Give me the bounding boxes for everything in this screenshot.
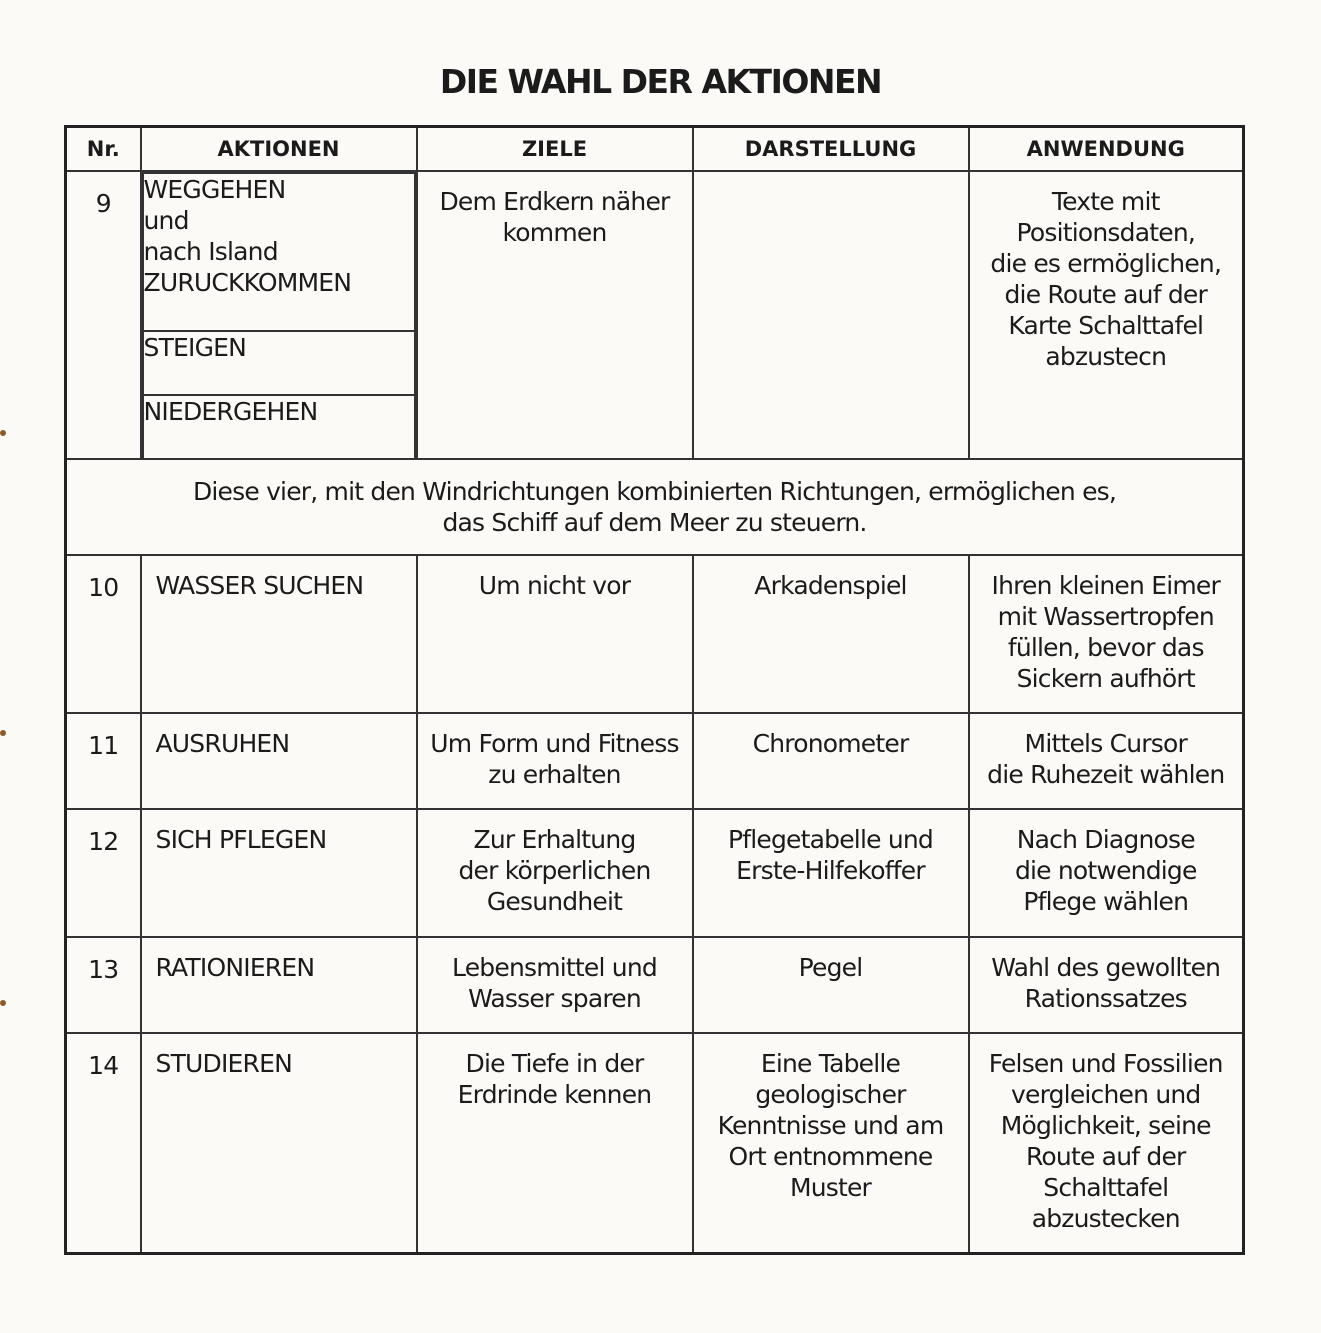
row-number: 14 xyxy=(66,1033,141,1254)
anwendung-text: Möglichkeit, seine xyxy=(1000,1111,1211,1140)
action-niedergehen: NIEDERGEHEN xyxy=(143,395,415,458)
anwendung-text: Positionsdaten, xyxy=(1016,218,1196,247)
note-row xyxy=(66,459,1244,555)
anwendung-text: Route auf der xyxy=(1025,1142,1186,1171)
ziele-cell: Um nicht vor xyxy=(417,555,693,713)
anwendung-text: Rationssatzes xyxy=(1024,984,1187,1013)
anwendung-text: Sickern aufhört xyxy=(1016,664,1195,693)
anwendung-text: die Route auf der xyxy=(1004,280,1207,309)
ziele-text: Um Form und Fitness xyxy=(430,729,679,758)
darstellung-cell: Chronometer xyxy=(693,713,969,809)
row-number: 10 xyxy=(66,555,141,713)
anwendung-text: Felsen und Fossilien xyxy=(988,1049,1223,1078)
anwendung-text: Ihren kleinen Eimer xyxy=(991,571,1220,600)
ziele-text: Erdrinde kennen xyxy=(457,1080,652,1109)
table-row xyxy=(66,713,1244,809)
anwendung-text: Nach Diagnose xyxy=(1016,825,1195,854)
header-row xyxy=(66,127,1244,172)
page-title: DIE WAHL DER AKTIONEN xyxy=(439,62,882,101)
row-number: 12 xyxy=(66,809,141,937)
action-steigen: STEIGEN xyxy=(143,331,415,395)
darstellung-cell: Arkadenspiel xyxy=(693,555,969,713)
action-cell: STUDIEREN xyxy=(141,1033,417,1254)
anwendung-text: mit Wassertropfen xyxy=(997,602,1214,631)
anwendung-text: Pflege wählen xyxy=(1023,887,1189,916)
action-cell: WASSER SUCHEN xyxy=(141,555,417,713)
table-row xyxy=(66,937,1244,1033)
table-row xyxy=(66,1033,1244,1254)
actions-table xyxy=(64,125,1245,1255)
anwendung-cell xyxy=(969,937,1244,1033)
darstellung-text: Ort entnommene xyxy=(728,1142,933,1171)
action-text: nach Island xyxy=(143,237,278,266)
ziele-text: Gesundheit xyxy=(486,887,623,916)
ziele-cell xyxy=(417,809,693,937)
action-cell xyxy=(141,171,417,459)
darstellung-cell xyxy=(693,1033,969,1254)
ziele-text: Zur Erhaltung xyxy=(473,825,636,854)
anwendung-text: Schalttafel xyxy=(1043,1173,1169,1202)
anwendung-text: abzustecn xyxy=(1045,342,1167,371)
ziele-text: der körperlichen xyxy=(458,856,651,885)
anwendung-text: füllen, bevor das xyxy=(1007,633,1204,662)
ziele-text: kommen xyxy=(502,218,607,247)
darstellung-text: Muster xyxy=(789,1173,872,1202)
ziele-cell xyxy=(417,171,693,459)
action-text: ZURUCKKOMMEN xyxy=(143,268,352,297)
binding-mark xyxy=(0,1000,6,1006)
note-text: das Schiff auf dem Meer zu steuern. xyxy=(442,508,867,537)
action-cell: RATIONIEREN xyxy=(141,937,417,1033)
anwendung-text: die Ruhezeit wählen xyxy=(987,760,1225,789)
anwendung-text: die notwendige xyxy=(1014,856,1197,885)
action-text: WEGGEHEN xyxy=(143,175,286,204)
darstellung-text: Pflegetabelle und xyxy=(727,825,933,854)
row-number: 9 xyxy=(66,171,141,459)
table-row xyxy=(66,809,1244,937)
anwendung-text: abzustecken xyxy=(1031,1204,1180,1233)
note-text: Diese vier, mit den Windrichtungen kombinierten Richtungen, ermöglichen es, xyxy=(192,477,1117,506)
binding-mark xyxy=(0,730,6,736)
action-text: und xyxy=(143,206,189,235)
ziele-cell xyxy=(417,713,693,809)
anwendung-text: Mittels Cursor xyxy=(1024,729,1187,758)
darstellung-text: Eine Tabelle xyxy=(760,1049,901,1078)
anwendung-cell xyxy=(969,555,1244,713)
binding-mark xyxy=(0,430,6,436)
note-cell xyxy=(66,459,1244,555)
action-subtable xyxy=(142,172,416,458)
header-aktionen: AKTIONEN xyxy=(141,127,417,172)
darstellung-text: Erste-Hilfekoffer xyxy=(736,856,925,885)
anwendung-text: Karte Schalttafel xyxy=(1008,311,1204,340)
action-cell: SICH PFLEGEN xyxy=(141,809,417,937)
action-weggehen xyxy=(143,173,415,331)
row-number: 13 xyxy=(66,937,141,1033)
anwendung-text: die es ermöglichen, xyxy=(990,249,1222,278)
darstellung-text: geologischer xyxy=(755,1080,906,1109)
ziele-text: Wasser sparen xyxy=(468,984,641,1013)
darstellung-cell: Pegel xyxy=(693,937,969,1033)
anwendung-text: Texte mit xyxy=(1051,187,1160,216)
ziele-text: Lebensmittel und xyxy=(452,953,657,982)
anwendung-text: vergleichen und xyxy=(1011,1080,1201,1109)
ziele-text: Dem Erdkern näher xyxy=(439,187,670,216)
anwendung-cell xyxy=(969,1033,1244,1254)
darstellung-cell xyxy=(693,809,969,937)
anwendung-cell xyxy=(969,713,1244,809)
header-darstellung: DARSTELLUNG xyxy=(693,127,969,172)
ziele-text: zu erhalten xyxy=(488,760,621,789)
header-anwendung: ANWENDUNG xyxy=(969,127,1244,172)
table-row xyxy=(66,171,1244,459)
header-ziele: ZIELE xyxy=(417,127,693,172)
darstellung-cell xyxy=(693,171,969,459)
header-nr: Nr. xyxy=(66,127,141,172)
action-cell: AUSRUHEN xyxy=(141,713,417,809)
anwendung-cell xyxy=(969,809,1244,937)
ziele-text: Die Tiefe in der xyxy=(465,1049,644,1078)
darstellung-text: Kenntnisse und am xyxy=(717,1111,944,1140)
table-row xyxy=(66,555,1244,713)
anwendung-cell xyxy=(969,171,1244,459)
ziele-cell xyxy=(417,1033,693,1254)
row-number: 11 xyxy=(66,713,141,809)
ziele-cell xyxy=(417,937,693,1033)
anwendung-text: Wahl des gewollten xyxy=(991,953,1221,982)
